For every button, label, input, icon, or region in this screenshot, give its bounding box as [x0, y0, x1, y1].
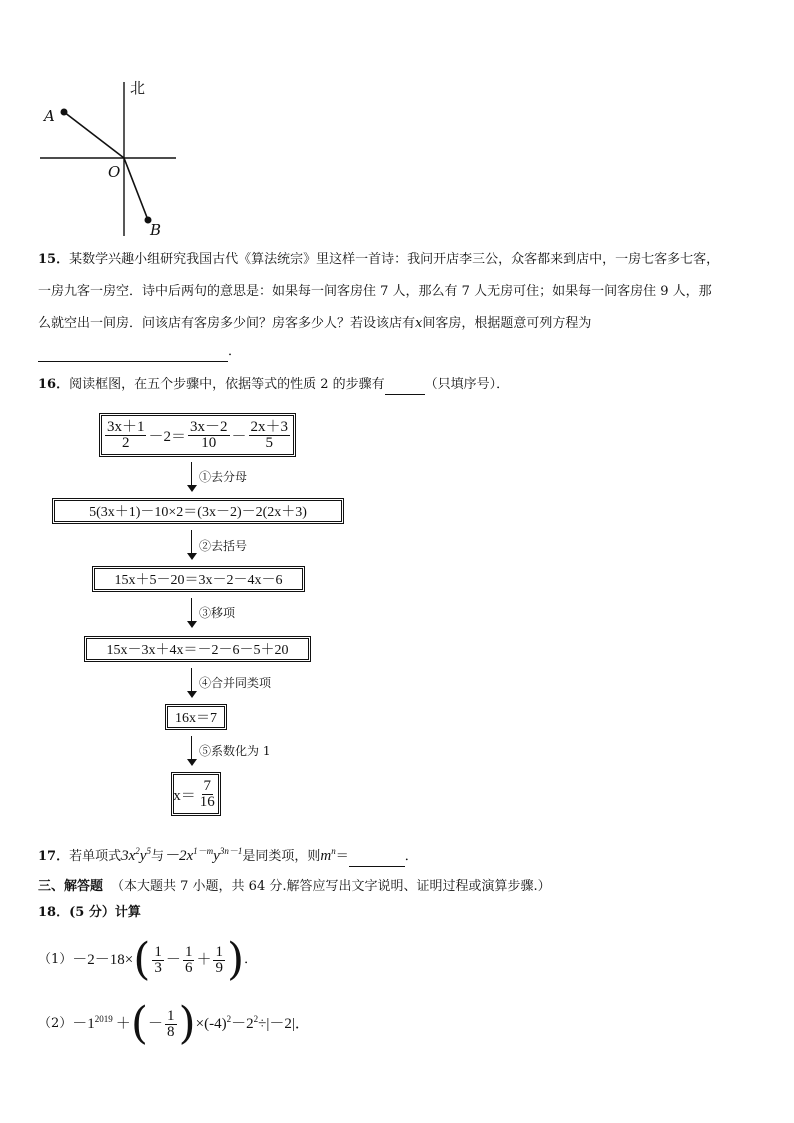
step-3-label: ③移项	[199, 606, 236, 620]
q17-mid: 与	[150, 849, 164, 864]
q18-p2-rparen: )	[178, 998, 196, 1049]
q18-p1-end: ．	[244, 952, 258, 967]
flow-box-4: 15x－3x＋4x＝－2－6－5＋20	[86, 638, 309, 660]
box1-frac3: $\frac{2x+3}{5}$	[250, 418, 289, 451]
q17-answer-blank[interactable]	[349, 852, 405, 867]
q18-p2-frac: $\frac{1}{8}$	[167, 1007, 175, 1040]
q18-p1-frac1: $\frac{1}{3}$	[154, 943, 162, 976]
q17-m: $m^n$	[320, 846, 336, 864]
q18-p2-label: （2）	[38, 1016, 73, 1031]
section3-heading	[38, 877, 551, 897]
q17-end: ．	[404, 849, 418, 864]
q17-mono1: $3x^2y^5$	[121, 846, 151, 864]
q18-p2-minus: －	[147, 1016, 163, 1032]
section3-desc: （本大题共 7 小题，共 64 分.解答应写出文字说明、证明过程或演算步骤.）	[111, 879, 551, 894]
q18-p2-mid: $\times(-4)^2-2^2$	[195, 1014, 259, 1032]
q15-answer-blank[interactable]	[38, 345, 228, 362]
box1-mid: －2＝	[148, 428, 186, 445]
q18-p2-lparen: (	[130, 998, 148, 1049]
flow-arrow-4	[187, 668, 197, 698]
step-2-label: ②去括号	[199, 539, 248, 553]
q16-answer-blank[interactable]	[385, 380, 425, 395]
flow-box-6	[173, 774, 219, 814]
q17-pre: 若单项式	[69, 849, 122, 864]
q18-p1-pre: －2－18×	[72, 952, 134, 968]
flow-box-2: 5(3x＋1)－10×2＝(3x－2)－2(2x＋3)	[54, 500, 342, 522]
q16-text-pre: 阅读框图，在五个步骤中，依据等式的性质 2 的步骤有	[69, 377, 385, 392]
box6-frac: $\frac{7}{16}$	[199, 777, 215, 810]
q18-p2-plus: ＋	[115, 1016, 131, 1032]
q18-p2-end: ÷|－2|．	[258, 1016, 310, 1032]
q15-text-3b: 间客房，根据题意可列方程为	[422, 316, 592, 331]
q15-text-3a: 么就空出一间房．问该店有客房多少间？房客多少人？若设该店有	[38, 316, 416, 331]
q15-answer-line	[38, 342, 241, 362]
flow-arrow-2	[187, 530, 197, 560]
q18-p1-op1: －	[165, 952, 181, 968]
q17-line	[38, 846, 418, 867]
box6-lhs: x＝	[173, 787, 196, 804]
flow-box-1	[101, 415, 294, 455]
step-4-label: ④合并同类项	[199, 676, 272, 690]
q15-line2: 一房九客一房空．诗中后两句的意思是：如果每一间客房住 7 人，那么有 7 人无房可住；如果每一间客房住 9 人，那	[38, 284, 712, 299]
north-label: 北	[130, 79, 146, 97]
point-a-label: A	[44, 107, 55, 125]
q17-post: 是同类项，则	[242, 849, 321, 864]
q18-p1-frac3: $\frac{1}{9}$	[215, 943, 223, 976]
q17-eq: ＝	[335, 849, 349, 864]
q16-text-post: （只填序号）．	[424, 377, 510, 392]
box1-op: －	[231, 428, 247, 445]
q16-number: 16．	[38, 377, 70, 392]
q15-var-x: x	[415, 316, 423, 331]
q18-p1-op2: ＋	[196, 952, 212, 968]
q18-part1	[38, 934, 258, 985]
step-5-label: ⑤系数化为 1	[199, 744, 271, 758]
q15-line3	[38, 314, 591, 334]
q17-mono2: $-2x^{1-m}y^{3n-1}$	[163, 846, 243, 864]
q15-number: 15．	[38, 252, 70, 267]
q18-p2-pre: $-1^{2019}$	[72, 1014, 113, 1032]
flow-arrow-3	[187, 598, 197, 628]
step-1-label: ①去分母	[199, 470, 248, 484]
q18-p1-rparen: )	[226, 934, 245, 985]
q18-header: 18．(5 分）计算	[38, 905, 141, 920]
box1-frac2: $\frac{3x-2}{10}$	[189, 418, 228, 451]
point-b-label: B	[150, 221, 162, 239]
flow-box-3: 15x＋5－20＝3x－2－4x－6	[94, 568, 303, 590]
q18-p1-label: （1）	[38, 952, 73, 967]
flow-arrow-5	[187, 736, 197, 766]
flow-arrow-1	[187, 462, 197, 492]
flow-box-5: 16x＝7	[167, 706, 225, 728]
q17-number: 17．	[38, 849, 70, 864]
q16-prompt	[38, 375, 509, 395]
q15-end: ．	[228, 344, 242, 359]
q18-p1-lparen: (	[133, 934, 151, 985]
q15-line1	[38, 250, 719, 270]
origin-o-label: O	[108, 163, 121, 181]
q18-part2	[38, 998, 310, 1049]
box1-frac1: $\frac{3x+1}{2}$	[106, 418, 145, 451]
q18-p1-frac2: $\frac{1}{6}$	[184, 943, 193, 976]
direction-figure	[30, 70, 190, 250]
direction-diagram-svg	[30, 70, 190, 250]
q15-text-1: 某数学兴趣小组研究我国古代《算法统宗》里这样一首诗：我问开店李三公，众客都来到店中，一房七客多七客，	[69, 252, 720, 267]
section3-title: 三、解答题	[38, 879, 104, 894]
